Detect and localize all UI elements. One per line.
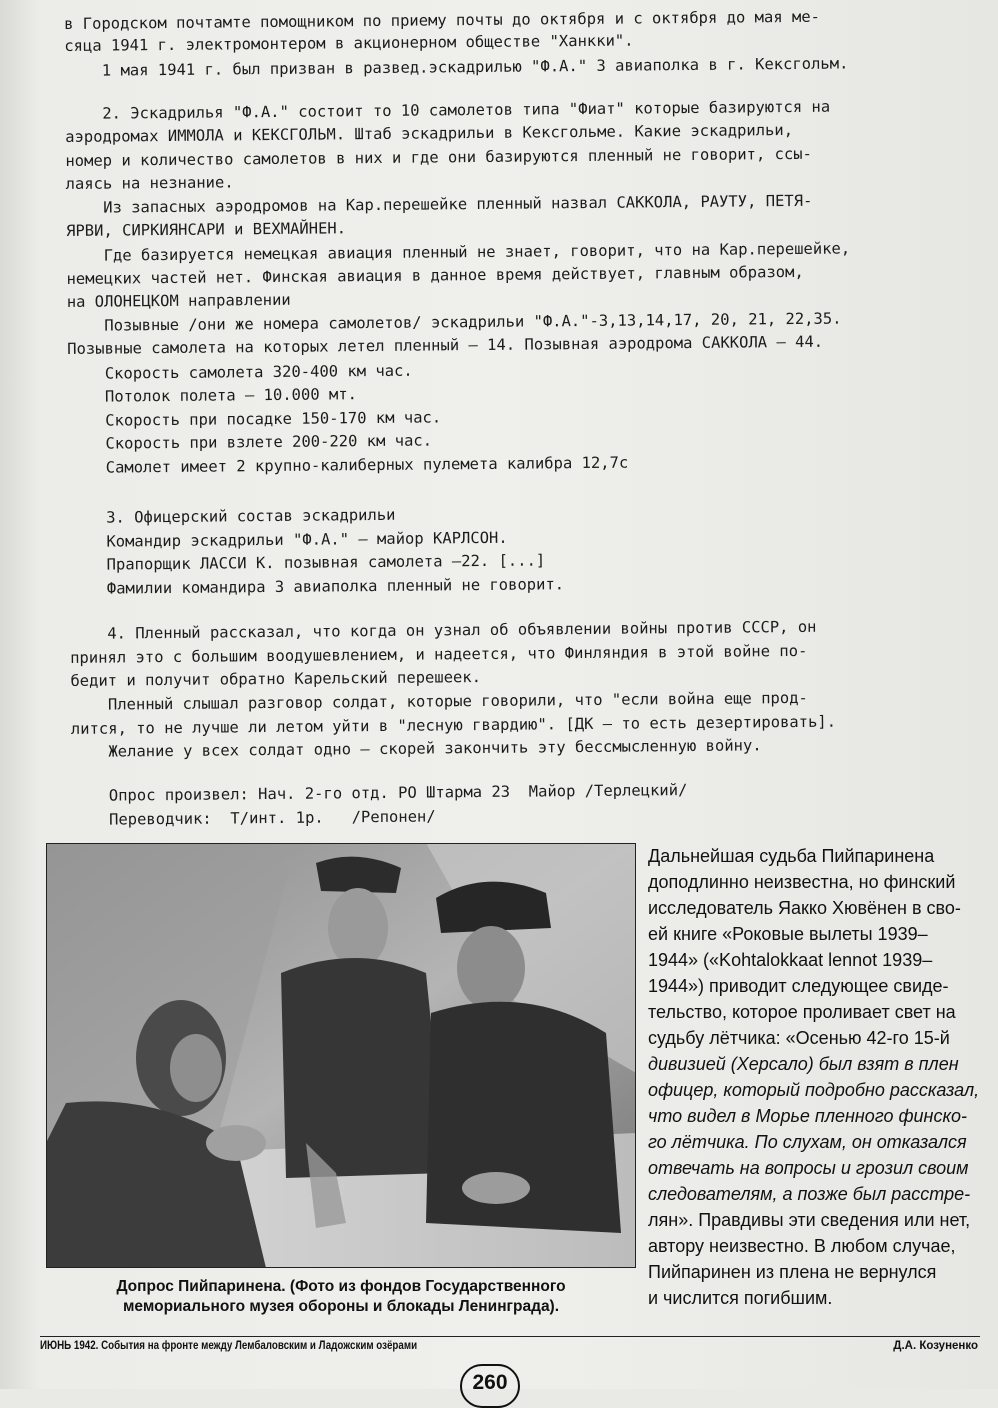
typed-line: Пленный слышал разговор солдат, которые говорили, что "если война еще прод- xyxy=(70,688,808,714)
side-line: лян». Правдивы эти сведения или нет, xyxy=(648,1210,971,1230)
typed-line: бедит и получит обратно Карельский перешеек. xyxy=(70,668,482,690)
typed-line: Где базируется немецкая авиация пленный не знает, говорит, что на Кар.перешейке, xyxy=(66,239,851,265)
interrogation-photo xyxy=(46,843,636,1268)
typed-line: Позывные /они же номера самолетов/ эскадрильи "Ф.А."-3,13,14,17, 20, 21, 22,35. xyxy=(66,309,842,335)
side-line: Дальнейшая судьба Пийпаринена xyxy=(648,846,935,866)
typed-line: в Городском почтамте помощником по приему почты до октября и с октября до мая ме- xyxy=(64,7,821,33)
typed-line: лится, то не лучше ли летом уйти в "лесную гвардию". [ДК – то есть дезертировать]. xyxy=(70,712,837,738)
photo-caption xyxy=(46,1277,636,1317)
side-line: и числится погибшим. xyxy=(648,1288,833,1308)
typed-line: Скорость самолета 320-400 км час. xyxy=(67,361,413,383)
side-line-quote: что видел в Морье пленного финско- xyxy=(648,1106,967,1126)
side-line: 1944») приводит следующее свиде- xyxy=(648,976,949,996)
side-line-quote: го лётчика. По слухам, он отказался xyxy=(648,1132,967,1152)
typed-line: Скорость при посадке 150-170 км час. xyxy=(67,408,442,430)
typed-line: 1 мая 1941 г. был призван в развед.эскадрилью "Ф.А." 3 авиаполка в г. Кексгольм. xyxy=(64,54,849,80)
side-line: ей книге «Роковые вылеты 1939– xyxy=(648,924,928,944)
typed-line: Потолок полета – 10.000 мт. xyxy=(67,385,358,406)
side-line: судьбу лётчика: «Осенью 42-го 15-й xyxy=(648,1028,950,1048)
running-footer-author: Д.А. Козуненко xyxy=(893,1340,978,1352)
caption-line: Допрос Пийпаринена. (Фото из фондов Государственного xyxy=(116,1278,566,1295)
side-line: доподлинно неизвестна, но финский xyxy=(648,872,956,892)
caption-line: мемориального музея обороны и блокады Ленинграда). xyxy=(122,1298,560,1315)
typed-line: немецких частей нет. Финская авиация в данное время действует, главным образом, xyxy=(66,262,804,288)
side-line: тельство, которое проливает свет на xyxy=(648,1002,956,1022)
typed-line: Прапорщик ЛАССИ К. позывная самолета –22. [...] xyxy=(69,551,546,574)
side-line-quote: офицер, который подробно рассказал, xyxy=(648,1080,980,1100)
side-line-quote: дивизией (Херсало) был взят в плен xyxy=(648,1054,959,1074)
page-number: 260 xyxy=(460,1364,520,1408)
photo-illustration xyxy=(46,843,636,1268)
typed-line: Самолет имеет 2 крупно-калиберных пулемета калибра 12,7с xyxy=(68,453,629,477)
typed-line: аэродромах ИММОЛА и КЕКСГОЛЬМ. Штаб эскадрильи в Кексгольме. Какие эскадрильи, xyxy=(65,121,794,146)
typed-interrogation-report xyxy=(64,5,954,829)
typed-line: сяца 1941 г. электромонтером в акционерном обществе "Ханкки". xyxy=(64,31,634,55)
side-line-quote: следователям, а позже был расстре- xyxy=(648,1184,971,1204)
typed-line: Фамилии командира 3 авиаполка пленный не говорит. xyxy=(69,575,565,598)
typed-line: 3. Офицерский состав эскадрильи xyxy=(68,505,396,527)
typed-line: номер и количество самолетов в них и где они базируются пленный не говорит, ссы- xyxy=(65,144,813,170)
typed-line: Желание у всех солдат одно – скорей закончить эту бессмысленную войну. xyxy=(70,736,762,761)
typed-line: Из запасных аэродромов на Кар.перешейке пленный назвал САККОЛА, РАУТУ, ПЕТЯ- xyxy=(65,191,813,217)
typed-line: 2. Эскадрилья "Ф.А." состоит то 10 самолетов типа "Фиат" которые базируются на xyxy=(64,97,831,123)
side-column-text xyxy=(648,843,980,1311)
typed-line: лаясь на незнание. xyxy=(65,173,234,193)
footer-divider xyxy=(40,1336,980,1337)
typed-line: Командир эскадрильи "Ф.А." – майор КАРЛСОН. xyxy=(68,528,508,551)
typed-line: Позывные самолета на которых летел пленный – 14. Позывная аэродрома САККОЛА – 44. xyxy=(67,332,824,358)
running-footer-title: ИЮНЬ 1942. События на фронте между Лембаловским и Ладожским озёрами xyxy=(40,1340,418,1352)
side-line: автору неизвестно. В любом случае, xyxy=(648,1236,956,1256)
side-line-quote: отвечать на вопросы и грозил своим xyxy=(648,1158,969,1178)
typed-line: Опрос произвел: Нач. 2-го отд. РО Штарма 23 Майор /Терлецкий/ xyxy=(71,781,688,805)
typed-line: принял это с большим воодушевлением, и надеется, что Финляндия в этой войне по- xyxy=(70,641,808,667)
side-line: 1944» («Kohtalokkaat lennot 1939– xyxy=(648,950,933,970)
side-line: исследователь Яакко Хювёнен в сво- xyxy=(648,898,961,918)
typed-line: Скорость при взлете 200-220 км час. xyxy=(68,431,433,453)
typed-line: 4. Пленный рассказал, что когда он узнал об объявлении войны против СССР, он xyxy=(69,617,817,643)
side-line: Пийпаринен из плена не вернулся xyxy=(648,1262,937,1282)
typed-line: Переводчик: Т/инт. 1р. /Репонен/ xyxy=(71,807,436,829)
typed-line: ЯРВИ, СИРКИЯНСАРИ и ВЕХМАЙНЕН. xyxy=(65,219,347,240)
typed-line: на ОЛОНЕЦКОМ направлении xyxy=(66,290,291,311)
